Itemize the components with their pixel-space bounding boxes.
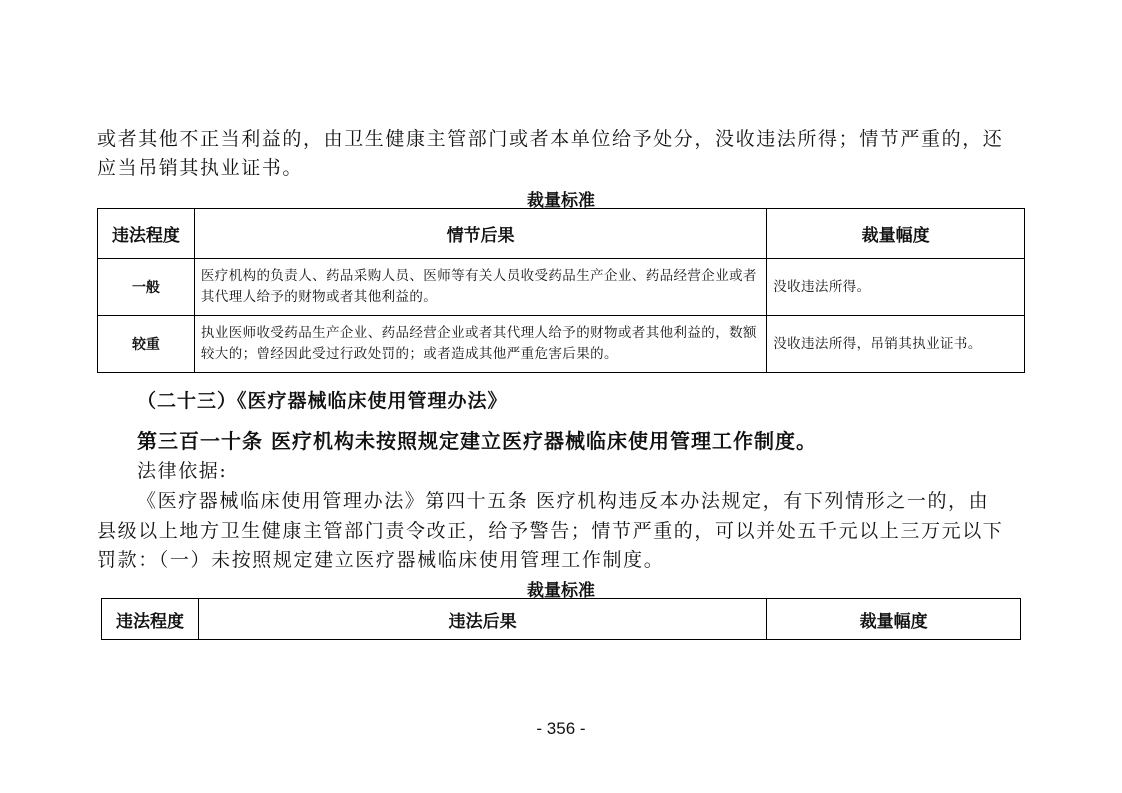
header-violation-degree: 违法程度	[102, 599, 199, 640]
header-violation-degree: 违法程度	[98, 209, 195, 259]
row-level: 一般	[98, 259, 195, 316]
table-row	[98, 259, 1025, 316]
legal-basis-line-2: 县级以上地方卫生健康主管部门责令改正，给予警告；情节严重的，可以并处五千元以上三万元以下	[97, 520, 1004, 542]
header-discretion-range: 裁量幅度	[767, 209, 1025, 259]
table-row	[98, 316, 1025, 373]
intro-line-1: 或者其他不正当利益的，由卫生健康主管部门或者本单位给予处分，没收违法所得；情节严重的，还	[97, 128, 1004, 150]
table2-caption: 裁量标准	[527, 581, 595, 601]
row-consequence: 执业医师收受药品生产企业、药品经营企业或者其代理人给予的财物或者其他利益的，数额较大的；曾经因此受过行政处罚的；或者造成其他严重危害后果的。	[194, 316, 766, 373]
section-title: （二十三）《医疗器械临床使用管理办法》	[137, 390, 508, 412]
discretion-table-1	[97, 208, 1025, 373]
legal-basis-line-3: 罚款：（一）未按照规定建立医疗器械临床使用管理工作制度。	[97, 549, 665, 571]
table1-header-row	[98, 209, 1025, 259]
row-range: 没收违法所得，吊销其执业证书。	[767, 316, 1025, 373]
row-consequence: 医疗机构的负责人、药品采购人员、医师等有关人员收受药品生产企业、药品经营企业或者其代理人给予的财物或者其他利益的。	[194, 259, 766, 316]
page-number: - 356 -	[536, 719, 586, 738]
header-discretion-range: 裁量幅度	[767, 599, 1021, 640]
table2-header-row	[102, 599, 1021, 640]
legal-basis-line-1: 《医疗器械临床使用管理办法》第四十五条 医疗机构违反本办法规定，有下列情形之一的，由	[137, 490, 990, 512]
row-level: 较重	[98, 316, 195, 373]
discretion-table-2	[101, 598, 1021, 640]
article-heading: 第三百一十条 医疗机构未按照规定建立医疗器械临床使用管理工作制度。	[137, 429, 817, 453]
table1-caption: 裁量标准	[527, 191, 595, 211]
row-range: 没收违法所得。	[767, 259, 1025, 316]
header-circumstance: 情节后果	[194, 209, 766, 259]
header-violation-consequence: 违法后果	[198, 599, 766, 640]
intro-line-2: 应当吊销其执业证书。	[97, 157, 304, 179]
legal-basis-label: 法律依据:	[137, 460, 228, 482]
